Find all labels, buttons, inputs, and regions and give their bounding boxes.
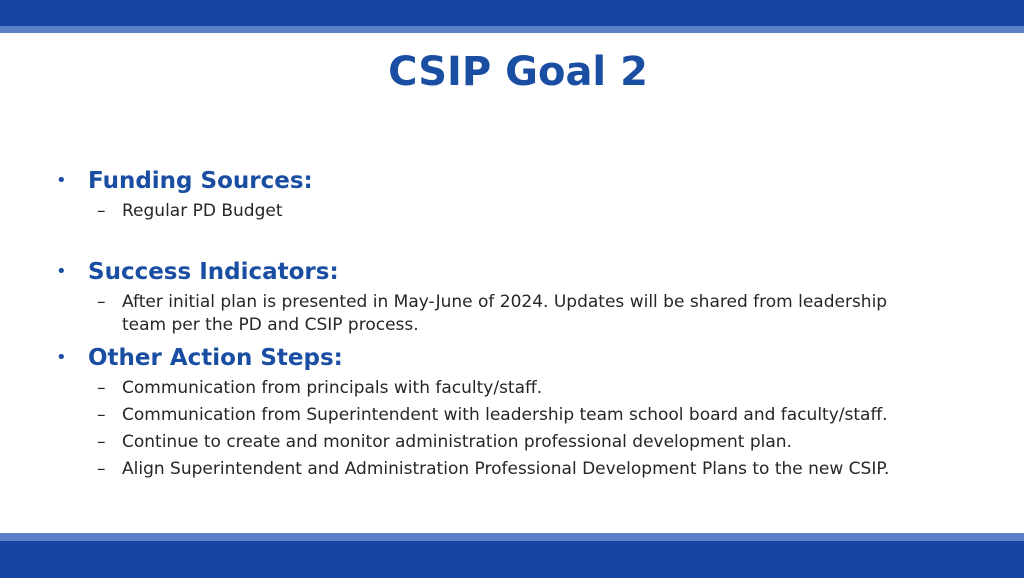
section-funding-sources (56, 166, 936, 227)
sub-list (56, 291, 936, 337)
list-item (56, 291, 936, 337)
dash-icon: – (97, 405, 106, 425)
section-heading: Success Indicators: (88, 259, 339, 285)
list-item-text: Align Superintendent and Administration Professional Development Plans to the new CSIP. (122, 459, 890, 479)
list-item (56, 200, 936, 223)
bullet-icon: • (56, 170, 67, 191)
list-item (56, 404, 936, 427)
sub-list (56, 200, 936, 223)
list-item-text: After initial plan is presented in May-June of 2024. Updates will be shared from leadership team per the PD and CSIP process. (122, 292, 888, 335)
list-item (56, 458, 936, 481)
sub-list (56, 377, 936, 481)
bottom-band-light (0, 533, 1024, 541)
list-item-text: Communication from Superintendent with leadership team school board and faculty/staff. (122, 405, 888, 425)
section-other-action-steps (56, 343, 936, 485)
section-success-indicators (56, 257, 936, 341)
list-item (56, 377, 936, 400)
section-heading: Other Action Steps: (88, 345, 343, 371)
list-item-text: Regular PD Budget (122, 201, 283, 221)
dash-icon: – (97, 378, 106, 398)
bottom-band-dark (0, 541, 1024, 578)
slide-content (56, 0, 936, 578)
dash-icon: – (97, 201, 106, 221)
slide-title: CSIP Goal 2 (388, 49, 648, 95)
bullet-icon: • (56, 261, 67, 282)
section-heading: Funding Sources: (88, 168, 313, 194)
dash-icon: – (97, 432, 106, 452)
list-item (56, 431, 936, 454)
list-item-text: Continue to create and monitor administration professional development plan. (122, 432, 792, 452)
dash-icon: – (97, 459, 106, 479)
list-item-text: Communication from principals with faculty/staff. (122, 378, 543, 398)
dash-icon: – (97, 292, 106, 312)
bullet-icon: • (56, 347, 67, 368)
